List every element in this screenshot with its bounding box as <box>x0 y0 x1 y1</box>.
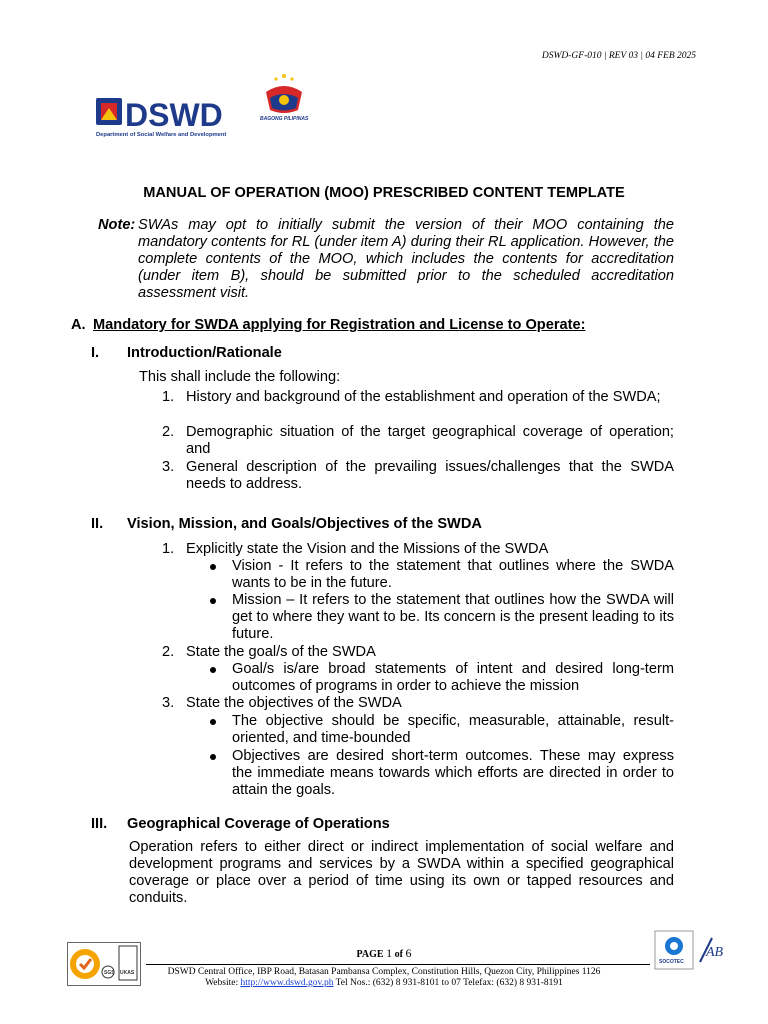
list-item <box>162 424 674 458</box>
footer-address: DSWD Central Office, IBP Road, Batasan Pambansa Complex, Constitution Hills, Quezon City, Philippines 1126 <box>167 967 601 977</box>
page-of-label: of <box>394 949 403 960</box>
section-3-title: Geographical Coverage of Operations <box>127 816 390 832</box>
page-number: 1 <box>386 946 393 960</box>
list-number: 1. <box>162 541 175 557</box>
list-item <box>162 541 674 558</box>
list-item <box>162 695 674 712</box>
bullet-text: The objective should be specific, measurable, attainable, result-oriented, and time-bounded <box>232 713 674 746</box>
list-item <box>162 389 674 423</box>
bullet-dot <box>210 754 216 760</box>
dswd-logo <box>95 95 245 146</box>
bullet-dot <box>210 564 216 570</box>
ukas-mark: UKAS <box>120 970 135 976</box>
section-2-heading <box>91 516 591 533</box>
list-number: 3. <box>162 695 175 711</box>
contact-numbers: Tel Nos.: (632) 8 931-8101 to 07 Telefax: (632) 8 931-8191 <box>335 978 563 988</box>
bagong-pilipinas-seal <box>258 70 314 127</box>
bullet-dot <box>210 667 216 673</box>
list-item <box>162 459 674 493</box>
website-link[interactable]: http://www.dswd.gov.ph <box>240 978 334 988</box>
section-1-title: Introduction/Rationale <box>127 345 282 361</box>
section-1-heading <box>91 345 591 362</box>
logo-subtitle: Department of Social Welfare and Development <box>96 132 227 138</box>
bullet-item <box>210 748 674 799</box>
list-number: 1. <box>162 389 175 405</box>
footer-contact-line <box>0 978 768 989</box>
section-a-title: Mandatory for SWDA applying for Registration and License to Operate: <box>93 317 586 333</box>
bullet-text: Mission – It refers to the statement that outlines how the SWDA will get to where they want to be. Its concern is the present leading to its future. <box>232 592 674 642</box>
page-total: 6 <box>405 946 412 960</box>
page-label: PAGE <box>356 949 384 960</box>
seal-caption: BAGONG PILIPINAS <box>260 116 309 122</box>
section-3-text: Operation refers to either direct or indirect implementation of social welfare and development programs and services by a SWDA within a specified geographical coverage or place over a period of time using its own or tapped resources and conduits. <box>129 839 674 906</box>
list-number: 3. <box>162 459 175 475</box>
bullet-text: Objectives are desired short-term outcomes. These may express the immediate means towards which efforts are directed in order to attain the goals. <box>232 748 674 798</box>
list-text: Demographic situation of the target geographical coverage of operation; and <box>186 424 674 457</box>
section-1-numeral: I. <box>91 345 100 361</box>
list-text: State the objectives of the SWDA <box>186 695 402 711</box>
section-a-heading <box>71 317 585 334</box>
note-text: SWAs may opt to initially submit the version of their MOO containing the mandatory contents for RL (under item A) during their RL application. However, the complete contents of the MOO, which includes the contents for accreditation (under item B), should be submitted prior to the scheduled accreditation assessment visit. <box>138 217 674 301</box>
logo-wordmark: DSWD <box>125 97 223 133</box>
section-1-intro: This shall include the following: <box>139 369 341 385</box>
list-item <box>162 644 674 661</box>
sgs-mark: SGS <box>104 970 115 976</box>
list-text: History and background of the establishment and operation of the SWDA; <box>186 389 661 405</box>
bullet-item <box>210 558 674 592</box>
list-text: State the goal/s of the SWDA <box>186 644 376 660</box>
page-title: MANUAL OF OPERATION (MOO) PRESCRIBED CONTENT TEMPLATE <box>143 185 625 201</box>
list-number: 2. <box>162 644 175 660</box>
bullet-item <box>210 661 674 695</box>
note-label: Note: <box>98 217 136 233</box>
bullet-item <box>210 592 674 643</box>
bullet-dot <box>210 719 216 725</box>
section-3-numeral: III. <box>91 816 108 832</box>
section-2-title: Vision, Mission, and Goals/Objectives of the SWDA <box>127 516 482 532</box>
footer-divider <box>146 964 650 965</box>
note-block <box>98 217 674 302</box>
footer-address-block <box>0 967 768 989</box>
list-text: Explicitly state the Vision and the Missions of the SWDA <box>186 541 549 557</box>
page-indicator <box>0 946 768 961</box>
list-text: General description of the prevailing issues/challenges that the SWDA needs to address. <box>186 459 674 492</box>
bullet-text: Vision - It refers to the statement that outlines where the SWDA wants to be in the future. <box>232 558 674 591</box>
document-code: DSWD-GF-010 | REV 03 | 04 FEB 2025 <box>541 51 696 61</box>
section-2-numeral: II. <box>91 516 104 532</box>
bullet-item <box>210 713 674 747</box>
section-3-heading <box>91 816 591 833</box>
website-label: Website: <box>205 978 239 988</box>
jas-anz-mark: AB <box>706 945 724 960</box>
list-number: 2. <box>162 424 175 440</box>
socotec-certification-logo <box>654 930 734 977</box>
section-a-letter: A. <box>71 317 86 333</box>
bullet-dot <box>210 598 216 604</box>
bullet-text: Goal/s is/are broad statements of intent and desired long-term outcomes of programs in order to achieve the mission <box>232 661 674 694</box>
socotec-mark: SOCOTEC <box>659 959 684 965</box>
